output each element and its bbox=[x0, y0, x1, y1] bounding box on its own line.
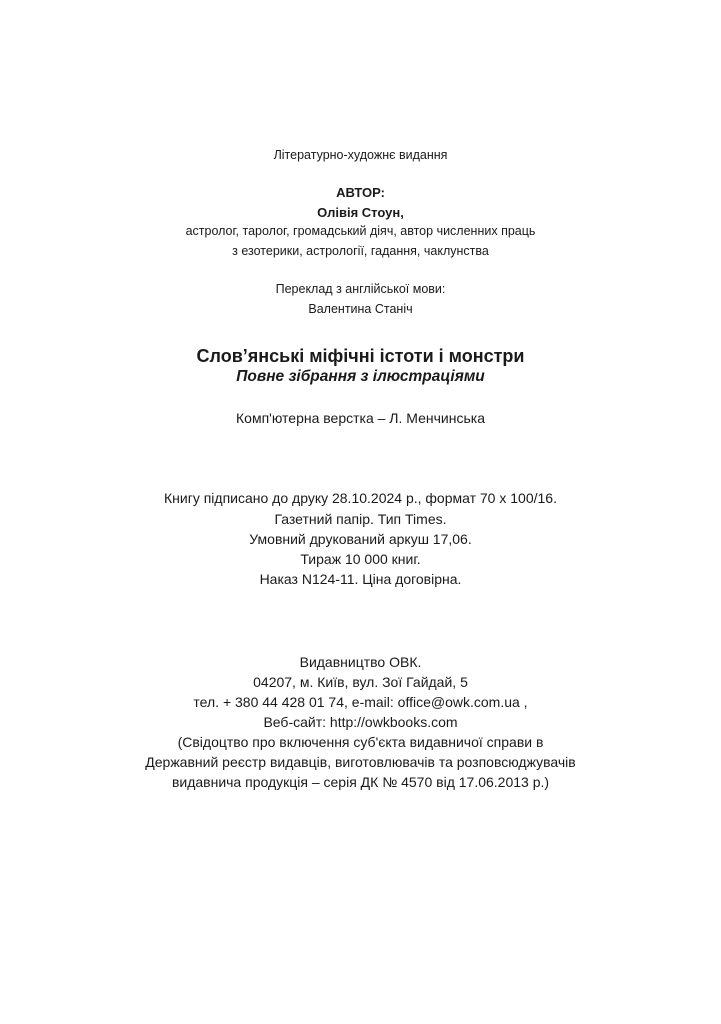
publisher-contacts: тел. + 380 44 428 01 74, e-mail: office@owk.com.ua , bbox=[193, 694, 528, 710]
print-details-line4: Тираж 10 000 книг. bbox=[300, 551, 421, 567]
author-description-line2: з езотерики, астрології, гадання, чаклунства bbox=[232, 244, 489, 258]
print-details-line2: Газетний папір. Тип Times. bbox=[274, 511, 447, 527]
translation-label: Переклад з англійської мови: bbox=[275, 282, 446, 296]
print-details-line5: Наказ N124-11. Ціна договірна. bbox=[259, 571, 462, 587]
author-heading: АВТОР: bbox=[336, 185, 385, 200]
edition-type: Літературно-художнє видання bbox=[273, 148, 448, 162]
book-subtitle: Повне зібрання з ілюстраціями bbox=[236, 368, 485, 385]
translator-name: Валентина Станіч bbox=[308, 302, 413, 316]
certificate-line1: (Свідоцтво про включення суб'єкта видавничої справи в bbox=[177, 734, 544, 750]
print-details-line1: Книгу підписано до друку 28.10.2024 р., формат 70 х 100/16. bbox=[164, 490, 557, 506]
print-details-line3: Умовний друкований аркуш 17,06. bbox=[249, 531, 472, 547]
publisher-address: 04207, м. Київ, вул. Зої Гайдай, 5 bbox=[253, 674, 468, 690]
author-name: Олівія Стоун, bbox=[317, 205, 404, 220]
book-title: Слов’янські міфічні істоти і монстри bbox=[196, 346, 525, 366]
layout-credit: Комп'ютерна верстка – Л. Менчинська bbox=[236, 410, 485, 426]
author-description-line1: астролог, таролог, громадський діяч, автор численних праць bbox=[185, 224, 536, 238]
publisher-name: Видавництво ОВК. bbox=[299, 654, 422, 670]
publisher-website: Веб-сайт: http://owkbooks.com bbox=[263, 714, 458, 730]
certificate-line3: видавнича продукція – серія ДК № 4570 від 17.06.2013 р.) bbox=[171, 774, 550, 790]
certificate-line2: Державний реєстр видавців, виготовлювачів та розповсюджувачів bbox=[145, 754, 576, 770]
